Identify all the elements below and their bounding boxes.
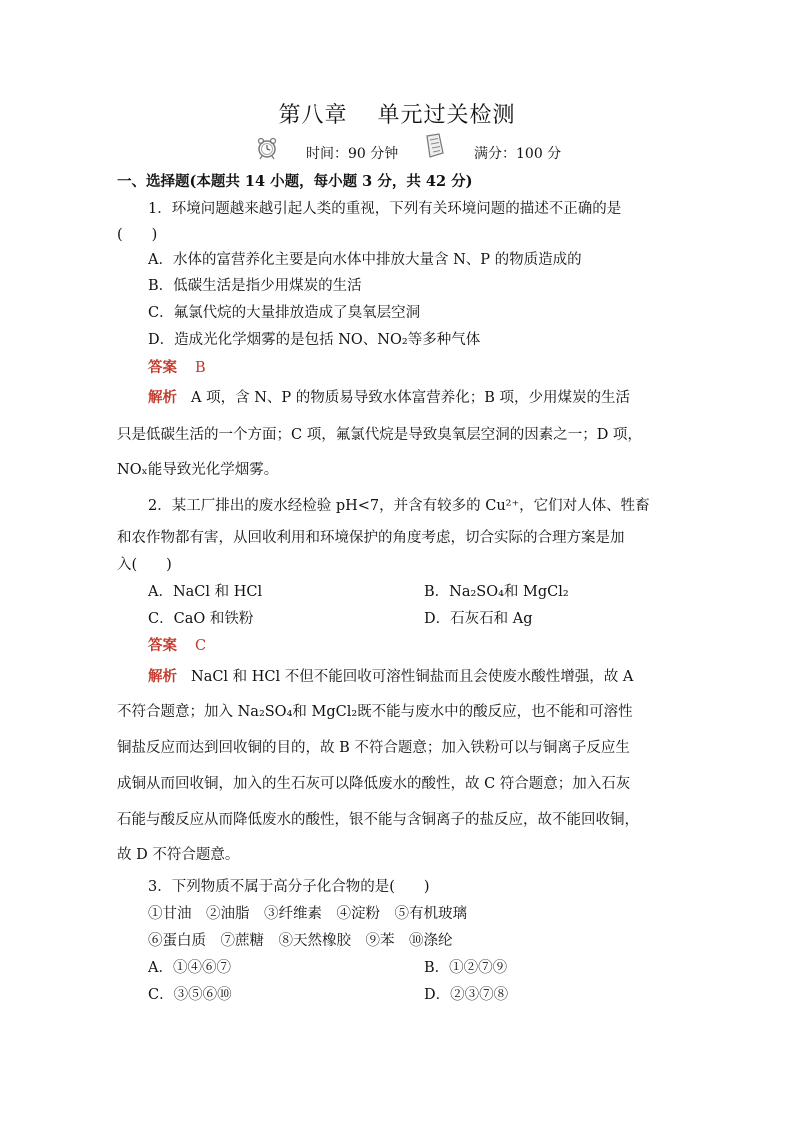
answer-value: C (195, 638, 207, 654)
q2-stem-line3: 入( ) (117, 557, 172, 573)
alarm-clock-icon (254, 135, 280, 161)
q3-option-b: B．①②⑦⑨ (424, 960, 508, 976)
q1-stem-line1: 1．环境问题越来越引起人类的重视，下列有关环境问题的描述不正确的是 (148, 201, 622, 217)
q1-option-d: D．造成光化学烟雾的是包括 NO、NO₂等多种气体 (148, 332, 481, 348)
q2-analysis-line1 (148, 665, 633, 686)
q2-analysis-line2: 不符合题意；加入 Na₂SO₄和 MgCl₂既不能与废水中的酸反应，也不能和可溶性 (117, 704, 633, 720)
analysis-text: NaCl 和 HCl 不但不能回收可溶性铜盐而且会使废水酸性增强，故 A (191, 669, 634, 685)
q3-stem: 3．下列物质不属于高分子化合物的是( ) (148, 879, 430, 895)
q2-answer (148, 634, 206, 655)
analysis-text: A 项，含 N、P 的物质易导致水体富营养化；B 项，少用煤炭的生活 (191, 390, 631, 406)
q1-analysis-line2: 只是低碳生活的一个方面；C 项，氟氯代烷是导致臭氧层空洞的因素之一；D 项， (117, 427, 642, 443)
page-title (0, 98, 794, 129)
q1-analysis-line1 (148, 386, 630, 407)
chapter-title: 单元过关检测 (377, 103, 516, 128)
q1-answer (148, 356, 206, 377)
q1-analysis-line3: NOₓ能导致光化学烟雾。 (117, 462, 279, 478)
section-heading: 一、选择题(本题共 14 小题，每小题 3 分，共 42 分) (117, 173, 473, 190)
q1-option-c: C．氟氯代烷的大量排放造成了臭氧层空洞 (148, 305, 421, 321)
exam-time: 时间：90 分钟 (306, 146, 399, 162)
q1-stem-line2: ( ) (117, 227, 158, 243)
chapter-label: 第八章 (278, 103, 348, 128)
answer-label: 答案 (148, 359, 177, 376)
q2-stem-line2: 和农作物都有害，从回收利用和环境保护的角度考虑，切合实际的合理方案是加 (117, 530, 625, 546)
q3-items-line2: ⑥蛋白质 ⑦蔗糖 ⑧天然橡胶 ⑨苯 ⑩涤纶 (148, 933, 453, 949)
q2-analysis-line4: 成铜从而回收铜，加入的生石灰可以降低废水的酸性，故 C 符合题意；加入石灰 (117, 776, 631, 792)
exam-meta (0, 141, 794, 165)
answer-value: B (195, 360, 206, 376)
q1-option-a: A．水体的富营养化主要是向水体中排放大量含 N、P 的物质造成的 (148, 252, 582, 268)
exam-paper-icon (423, 133, 445, 159)
q3-items-line1: ①甘油 ②油脂 ③纤维素 ④淀粉 ⑤有机玻璃 (148, 906, 467, 922)
answer-label: 答案 (148, 637, 177, 654)
q2-analysis-line3: 铜盐反应而达到回收铜的目的，故 B 不符合题意；加入铁粉可以与铜离子反应生 (117, 740, 630, 756)
q2-stem-line1: 2．某工厂排出的废水经检验 pH<7，并含有较多的 Cu²⁺，它们对人体、牲畜 (148, 498, 650, 514)
analysis-label: 解析 (148, 668, 177, 685)
q2-option-d: D．石灰石和 Ag (424, 611, 533, 627)
q1-option-b: B．低碳生活是指少用煤炭的生活 (148, 278, 362, 294)
q3-option-d: D．②③⑦⑧ (424, 987, 509, 1003)
q2-option-c: C．CaO 和铁粉 (148, 611, 254, 627)
q2-option-b: B．Na₂SO₄和 MgCl₂ (424, 584, 569, 600)
q2-option-a: A．NaCl 和 HCl (148, 584, 263, 600)
q3-option-c: C．③⑤⑥⑩ (148, 987, 232, 1003)
q2-analysis-line6: 故 D 不符合题意。 (117, 847, 240, 863)
analysis-label: 解析 (148, 389, 177, 406)
q2-analysis-line5: 石能与酸反应从而降低废水的酸性，银不能与含铜离子的盐反应，故不能回收铜， (117, 812, 639, 828)
exam-score: 满分：100 分 (474, 146, 562, 162)
q3-option-a: A．①④⑥⑦ (148, 960, 231, 976)
